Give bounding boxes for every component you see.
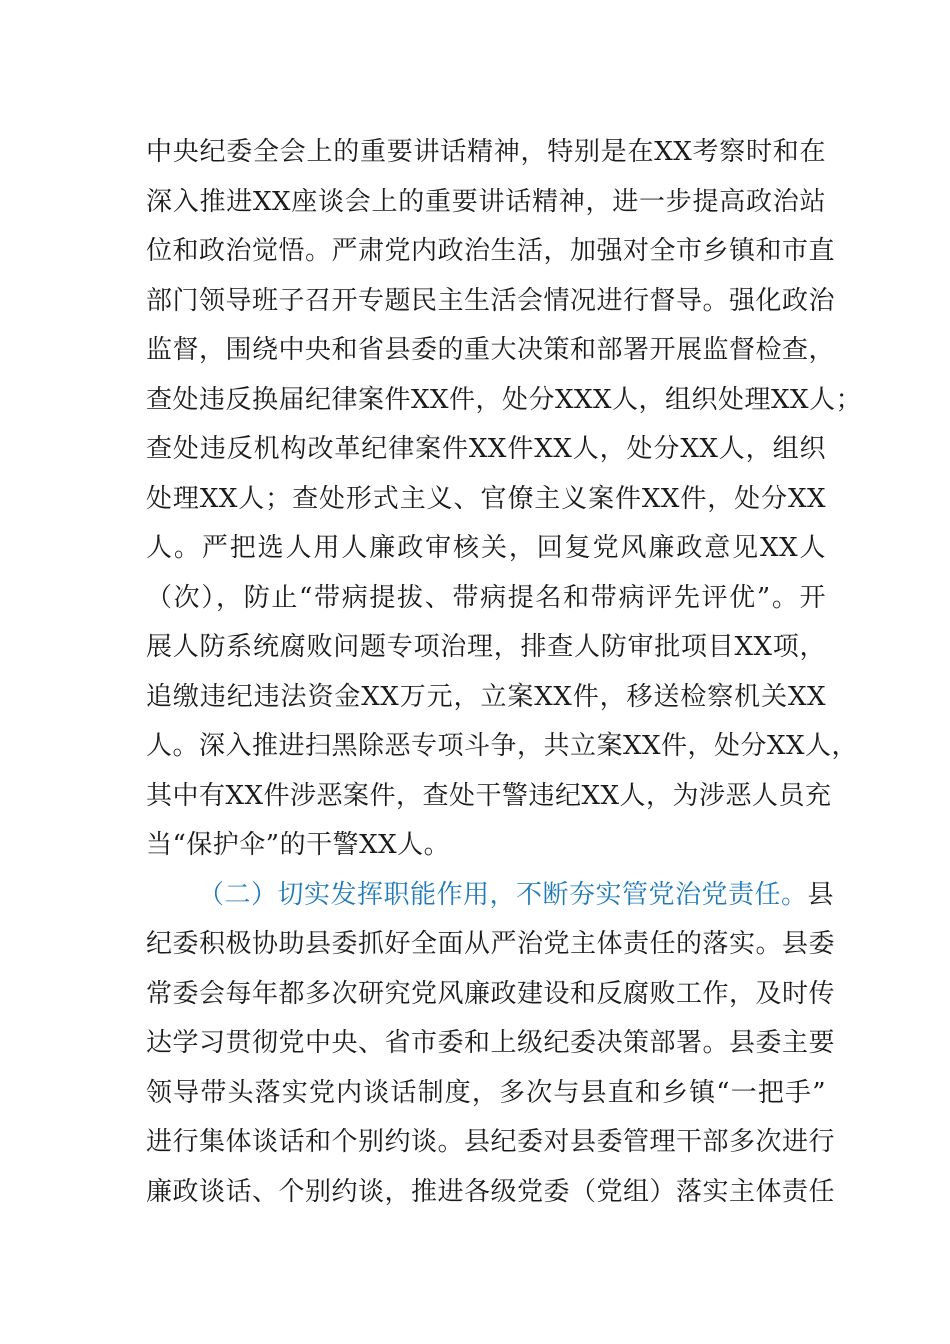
text-line: 深入推进XX座谈会上的重要讲话精神，进一步提高政治站 bbox=[146, 186, 826, 217]
text-line: 中央纪委全会上的重要讲话精神，特别是在XX考察时和在 bbox=[146, 137, 826, 167]
text-line: 达学习贯彻党中央、省市委和上级纪委决策部署。县委主要 bbox=[146, 1028, 836, 1058]
text-line: 进行集体谈话和个别约谈。县纪委对县委管理干部多次进行 bbox=[146, 1127, 836, 1157]
text-line: 展人防系统腐败问题专项治理，排查人防审批项目XX项， bbox=[146, 632, 826, 662]
text-line: 纪委积极协助县委抓好全面从严治党主体责任的落实。县委 bbox=[146, 929, 836, 959]
text-line: 其中有XX件涉恶案件，查处干警违纪XX人，为涉恶人员充 bbox=[146, 780, 832, 811]
text-line: 当“保护伞”的干警XX人。 bbox=[146, 830, 451, 860]
text-line: （次），防止“带病提拔、带病提名和带病评先评优”。开 bbox=[146, 582, 826, 613]
text-line: 处理XX人；查处形式主义、官僚主义案件XX件，处分XX bbox=[146, 483, 826, 514]
text-line: 监督，围绕中央和省县委的重大决策和部署开展监督检查， bbox=[146, 335, 836, 365]
text-line: 领导带头落实党内谈话制度，多次与县直和乡镇“一把手” bbox=[146, 1077, 826, 1108]
text-line: 位和政治觉悟。严肃党内政治生活，加强对全市乡镇和市直 bbox=[146, 236, 836, 266]
text-line: 查处违反换届纪律案件XX件，处分XXX人，组织处理XX人； bbox=[146, 384, 863, 415]
text-line: 查处违反机构改革纪律案件XX件XX人，处分XX人，组织 bbox=[146, 434, 826, 464]
section-heading: （二）切实发挥职能作用，不断夯实管党治党责任。 bbox=[198, 879, 808, 910]
section-heading-line bbox=[146, 871, 835, 921]
text-line: 廉政谈话、个别约谈，推进各级党委（党组）落实主体责任 bbox=[146, 1176, 836, 1207]
text-line: 常委会每年都多次研究党风廉政建设和反腐败工作，及时传 bbox=[146, 978, 836, 1009]
text-line: 部门领导班子召开专题民主生活会情况进行督导。强化政治 bbox=[146, 285, 836, 316]
body-text bbox=[146, 128, 863, 1217]
text-line: 追缴违纪违法资金XX万元，立案XX件，移送检察机关XX bbox=[146, 681, 826, 712]
text-line: 人。深入推进扫黑除恶专项斗争，共立案XX件，处分XX人， bbox=[146, 731, 859, 761]
text-line: 人。严把选人用人廉政审核关，回复党风廉政意见XX人 bbox=[146, 533, 826, 563]
section-heading-tail: 县 bbox=[807, 879, 835, 910]
